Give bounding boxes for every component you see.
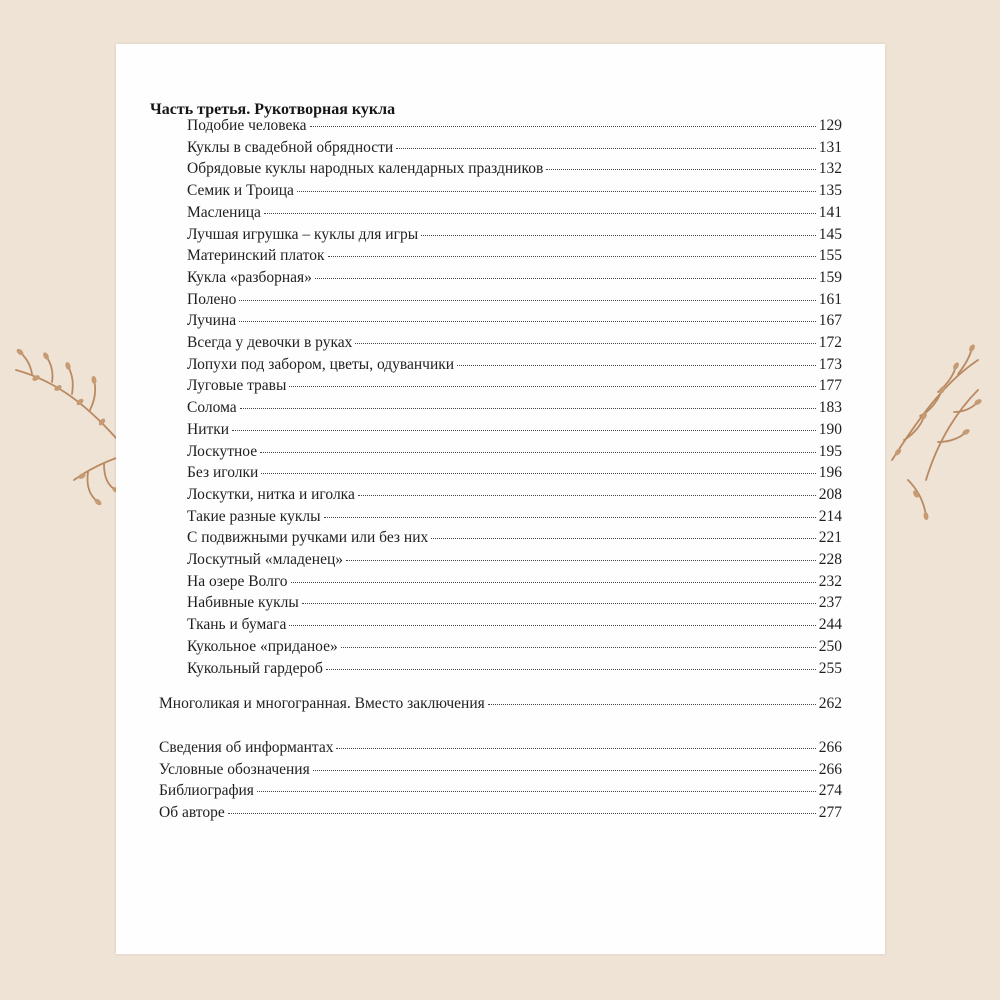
- toc-entry: [159, 694, 842, 713]
- toc-entry-page: 132: [818, 160, 842, 178]
- book-page: [116, 44, 885, 954]
- toc-entry-label: Всегда у девочки в руках: [187, 334, 353, 351]
- toc-entry: [187, 333, 842, 352]
- dot-leader: [326, 668, 816, 670]
- toc-entry: [187, 485, 842, 504]
- toc-entry: [187, 159, 842, 178]
- toc-entry-page: 250: [818, 637, 842, 655]
- willow-branch-icon: [12, 330, 132, 560]
- toc-entry-page: 129: [818, 117, 842, 134]
- dot-leader: [302, 602, 816, 604]
- dot-leader: [421, 234, 816, 236]
- toc-entry-page: 255: [818, 659, 842, 677]
- toc-entry-page: 172: [818, 334, 842, 351]
- dot-leader: [346, 559, 816, 561]
- dot-leader: [291, 581, 816, 583]
- dot-leader: [324, 516, 816, 518]
- toc-entry: [187, 593, 842, 612]
- toc-entry-label: Луговые травы: [187, 377, 287, 395]
- dot-leader: [488, 703, 816, 705]
- toc-entry-label: Многоликая и многогранная. Вместо заключения: [159, 695, 485, 712]
- toc-entry: [159, 760, 842, 779]
- toc-entry: [187, 116, 842, 135]
- toc-entry: [187, 659, 842, 678]
- dot-leader: [289, 624, 815, 626]
- toc-entry-label: Нитки: [187, 420, 230, 438]
- toc-entry: [187, 528, 842, 547]
- toc-entry-page: 135: [818, 182, 842, 200]
- toc-entry-page: 196: [818, 464, 842, 482]
- toc-entry-page: 266: [818, 739, 842, 756]
- toc-entry: [187, 225, 842, 244]
- toc-entry-label: Такие разные куклы: [187, 507, 321, 525]
- toc-entry-page: 228: [818, 551, 842, 568]
- toc-entry: [187, 290, 842, 309]
- toc-entry: [187, 246, 842, 265]
- toc-entry-page: 214: [818, 507, 842, 525]
- toc-entry-label: Кукольное «приданое»: [187, 637, 338, 655]
- toc-entry-page: 266: [818, 760, 842, 778]
- toc-entry: [159, 781, 842, 800]
- toc-entry-page: 145: [818, 225, 842, 243]
- toc-entry-page: 131: [818, 138, 842, 156]
- toc-entry-label: Семик и Троица: [187, 182, 294, 200]
- dot-leader: [336, 747, 815, 749]
- dot-leader: [239, 299, 815, 301]
- dot-leader: [264, 212, 816, 214]
- toc-entry: [159, 738, 842, 757]
- toc-entry-label: Материнский платок: [187, 247, 325, 265]
- toc-entry-page: 277: [818, 804, 842, 822]
- toc-entry-label: Без иголки: [187, 464, 259, 482]
- dot-leader: [257, 790, 816, 792]
- toc-entry-label: На озере Волго: [187, 572, 288, 590]
- toc-entry-page: 183: [818, 399, 842, 417]
- toc-entry: [187, 420, 842, 439]
- toc-entry-label: Куклы в свадебной обрядности: [187, 138, 394, 156]
- dot-leader: [228, 812, 816, 814]
- dot-leader: [240, 407, 816, 409]
- dot-leader: [297, 190, 816, 192]
- toc-entry: [187, 355, 842, 374]
- dot-leader: [260, 451, 816, 453]
- toc-entry: [187, 398, 842, 417]
- dot-leader: [341, 646, 816, 648]
- toc-entry: [187, 311, 842, 330]
- toc-entry: [187, 203, 842, 222]
- dot-leader: [355, 342, 815, 344]
- toc-entry-label: Лоскутное: [187, 442, 258, 460]
- toc-entry-label: С подвижными ручками или без них: [187, 529, 429, 547]
- toc-entry-label: Об авторе: [159, 804, 225, 822]
- toc-entry-page: 177: [818, 377, 842, 395]
- toc-entry-page: 195: [818, 442, 842, 460]
- toc-entry-page: 161: [818, 290, 842, 308]
- toc-entry-page: 208: [818, 485, 842, 503]
- toc-entry: [187, 268, 842, 287]
- toc-entry-page: 190: [818, 420, 842, 438]
- toc-entry: [187, 507, 842, 526]
- toc-entry-label: Условные обозначения: [159, 760, 310, 778]
- toc-entry-label: Лучшая игрушка – куклы для игры: [187, 225, 419, 243]
- toc-entry: [187, 550, 842, 569]
- toc-entry-label: Кукольный гардероб: [187, 659, 323, 677]
- toc-entry: [187, 572, 842, 591]
- toc-entry: [187, 615, 842, 634]
- toc-entry-label: Подобие человека: [187, 117, 307, 134]
- toc-entry-label: Ткань и бумага: [187, 616, 287, 634]
- toc-entry-label: Масленица: [187, 203, 261, 221]
- dot-leader: [328, 255, 816, 257]
- toc-entry-label: Солома: [187, 399, 237, 417]
- toc-entry: [187, 138, 842, 157]
- toc-entry-label: Лучина: [187, 312, 237, 330]
- toc-entry: [159, 803, 842, 822]
- dot-leader: [239, 320, 816, 322]
- dot-leader: [431, 537, 816, 539]
- toc-entry-page: 221: [818, 529, 842, 547]
- toc-entry: [187, 181, 842, 200]
- dot-leader: [315, 277, 816, 279]
- toc-entry-page: 141: [818, 203, 842, 221]
- toc-entry-page: 274: [818, 782, 842, 800]
- dot-leader: [261, 472, 815, 474]
- toc-entry-page: 232: [818, 572, 842, 590]
- toc-entry: [187, 376, 842, 395]
- toc-entry-page: 155: [818, 247, 842, 265]
- toc-entry-page: 159: [818, 268, 842, 286]
- dot-leader: [396, 147, 816, 149]
- section-title: Часть третья. Рукотворная кукла: [150, 101, 396, 118]
- toc-entry: [187, 463, 842, 482]
- toc-entry-label: Набивные куклы: [187, 594, 299, 612]
- dot-leader: [232, 429, 816, 431]
- toc-entry: [187, 637, 842, 656]
- toc-entry-page: 262: [818, 695, 842, 712]
- toc-entry-label: Сведения об информантах: [159, 739, 334, 756]
- toc-entry-label: Кукла «разборная»: [187, 268, 312, 286]
- dot-leader: [358, 494, 816, 496]
- toc-entry-label: Обрядовые куклы народных календарных праздников: [187, 160, 544, 178]
- dot-leader: [313, 769, 816, 771]
- dot-leader: [546, 168, 815, 170]
- toc-entry-page: 167: [818, 312, 842, 330]
- dot-leader: [289, 385, 815, 387]
- toc-entry-label: Библиография: [159, 782, 254, 800]
- toc-entry-label: Лоскутки, нитка и иголка: [187, 485, 355, 503]
- toc-entry-page: 173: [818, 355, 842, 373]
- willow-branch-icon: [868, 330, 988, 560]
- toc-entry-label: Лопухи под забором, цветы, одуванчики: [187, 355, 455, 373]
- toc-entry-label: Лоскутный «младенец»: [187, 551, 344, 568]
- toc-entry-label: Полено: [187, 290, 237, 308]
- toc-entry-page: 237: [818, 594, 842, 612]
- dot-leader: [310, 125, 816, 127]
- toc-entry-page: 244: [818, 616, 842, 634]
- dot-leader: [457, 364, 816, 366]
- toc-entry: [187, 442, 842, 461]
